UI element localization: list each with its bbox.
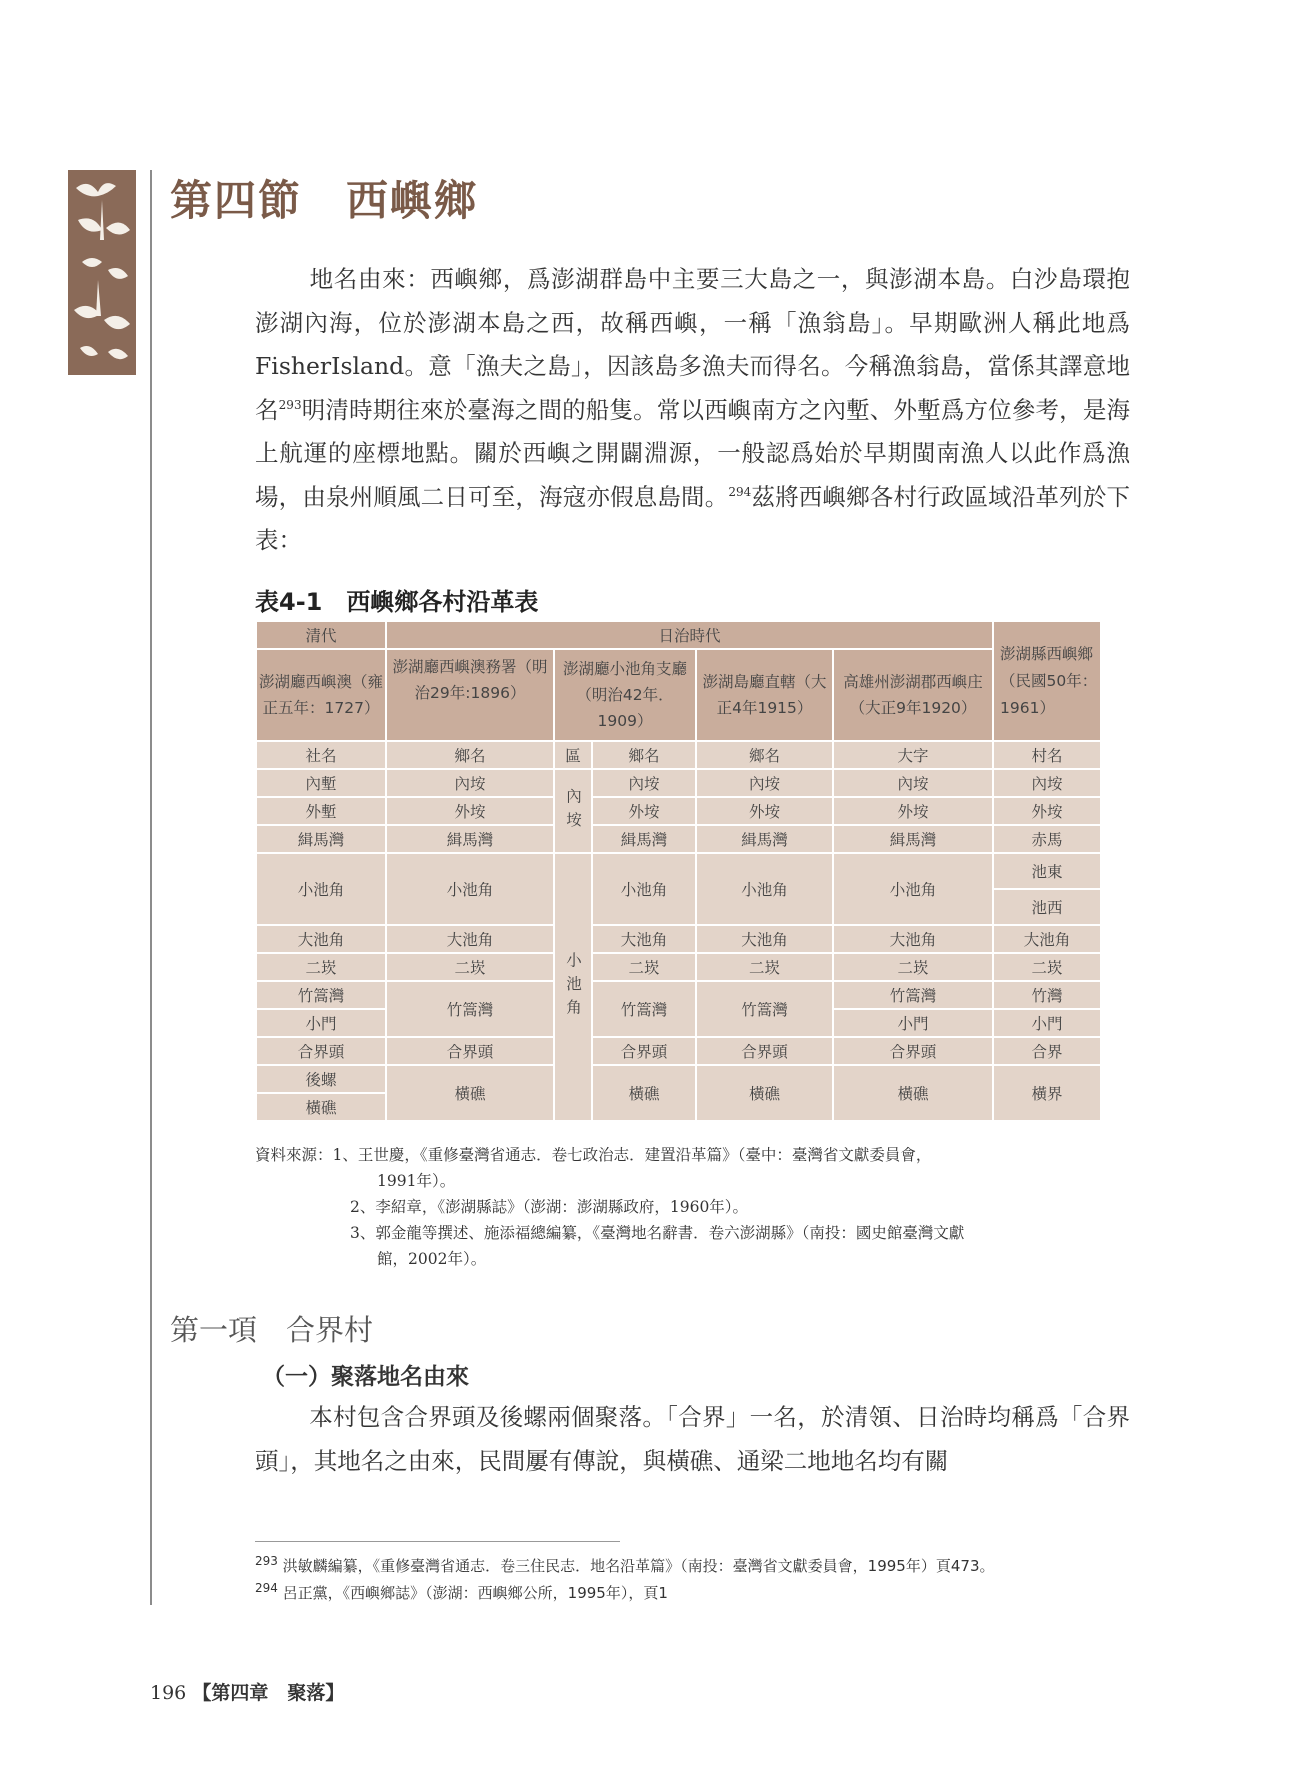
intro-text-1: 地名由來：西嶼鄉，爲澎湖群島中主要三大島之一，與澎湖本島。白沙島環抱澎湖內海，位於澎湖本島之西，故稱西嶼，一稱「漁翁島」。早期歐洲人稱此地爲FisherIsland。意「漁夫之島」，因該島多漁夫而得名。今稱漁翁島，當係其譯意地名 bbox=[255, 265, 1130, 424]
table-cell: 橫礁 bbox=[833, 1065, 993, 1121]
table-cell: 竹灣 bbox=[993, 981, 1101, 1009]
table-cell: 二崁 bbox=[256, 953, 386, 981]
table-cell: 合界頭 bbox=[386, 1037, 554, 1065]
header-col2: 澎湖廳西嶼澳務署（明治29年:1896） bbox=[386, 649, 554, 741]
header-japan: 日治時代 bbox=[386, 621, 993, 649]
footnote-ref-293[interactable]: 293 bbox=[278, 397, 302, 412]
region-label: 內垵 bbox=[564, 787, 582, 835]
header-qing: 清代 bbox=[256, 621, 386, 649]
table-cell: 外塹 bbox=[256, 797, 386, 825]
table-cell: 竹篙灣 bbox=[696, 981, 833, 1037]
footnote-294 bbox=[255, 1580, 994, 1607]
page-footer bbox=[150, 1678, 344, 1705]
subheader-cell: 區 bbox=[554, 741, 592, 769]
table-cell: 小池角 bbox=[256, 853, 386, 925]
subheader-cell: 鄉名 bbox=[696, 741, 833, 769]
table-cell: 後螺 bbox=[256, 1065, 386, 1093]
table-cell: 外垵 bbox=[993, 797, 1101, 825]
footnote-number: 294 bbox=[255, 1581, 278, 1595]
table-cell: 大池角 bbox=[386, 925, 554, 953]
intro-text-2: 明清時期往來於臺海之間的船隻。常以西嶼南方之內塹、外塹爲方位參考，是海上航運的座標地點。關於西嶼之開闢淵源，一般認爲始於早期閩南漁人以此作爲漁場，由泉州順風二日可至，海寇亦假息島間。 bbox=[255, 395, 1131, 511]
table-cell: 緝馬灣 bbox=[256, 825, 386, 853]
intro-paragraph bbox=[255, 258, 1130, 563]
table-cell: 小池角 bbox=[592, 853, 696, 925]
table-cell: 竹篙灣 bbox=[592, 981, 696, 1037]
subsection-title: 第一項 合界村 bbox=[170, 1313, 374, 1347]
table-cell: 小池角 bbox=[386, 853, 554, 925]
region-cell bbox=[554, 769, 592, 853]
table-cell: 合界頭 bbox=[256, 1037, 386, 1065]
source-line: 資料來源：1、王世慶，《重修臺灣省通志．卷七政治志．建置沿革篇》（臺中：臺灣省文獻委員會， bbox=[255, 1146, 932, 1164]
table-cell: 橫界 bbox=[993, 1065, 1101, 1121]
subheader-cell: 大字 bbox=[833, 741, 993, 769]
region-cell bbox=[554, 853, 592, 1121]
table-cell: 二崁 bbox=[592, 953, 696, 981]
footnote-text: 呂正黨，《西嶼鄉誌》（澎湖：西嶼鄉公所，1995年），頁1 bbox=[277, 1584, 668, 1602]
history-table bbox=[255, 620, 1102, 1122]
table-cell: 池西 bbox=[993, 889, 1101, 925]
source-line: 1991年）。 bbox=[377, 1172, 456, 1190]
table-sources bbox=[255, 1142, 1130, 1272]
table-cell: 合界頭 bbox=[833, 1037, 993, 1065]
header-roc: 澎湖縣西嶼鄉（民國50年：1961） bbox=[993, 621, 1101, 741]
table-cell: 大池角 bbox=[993, 925, 1101, 953]
paragraph-text: 本村包含合界頭及後螺兩個聚落。「合界」一名，於清領、日治時均稱爲「合界頭」，其地名之由來，民間屢有傳說，與橫礁、通梁二地地名均有關 bbox=[255, 1403, 1130, 1475]
footnote-ref-294[interactable]: 294 bbox=[728, 484, 752, 499]
source-line: 3、郭金龍等撰述、施添福總編纂，《臺灣地名辭書．卷六澎湖縣》（南投：國史館臺灣文獻 bbox=[350, 1224, 965, 1242]
table-cell: 緝馬灣 bbox=[592, 825, 696, 853]
footnotes bbox=[255, 1553, 994, 1607]
subheader-cell: 鄉名 bbox=[386, 741, 554, 769]
table-cell: 池東 bbox=[993, 853, 1101, 889]
table-caption: 表4-1 西嶼鄉各村沿革表 bbox=[255, 588, 539, 616]
table-cell: 小池角 bbox=[833, 853, 993, 925]
subheader-cell: 鄉名 bbox=[592, 741, 696, 769]
footnote-rule bbox=[255, 1541, 620, 1542]
subheader-cell: 社名 bbox=[256, 741, 386, 769]
source-line: 2、李紹章，《澎湖縣誌》（澎湖：澎湖縣政府，1960年）。 bbox=[350, 1198, 749, 1216]
footnote-293 bbox=[255, 1553, 994, 1580]
header-col3: 澎湖廳小池角支廳（明治42年．1909） bbox=[554, 649, 696, 741]
table-cell: 內垵 bbox=[696, 769, 833, 797]
header-col4: 澎湖島廳直轄（大正4年1915） bbox=[696, 649, 833, 741]
subheader-cell: 村名 bbox=[993, 741, 1101, 769]
table-cell: 外垵 bbox=[592, 797, 696, 825]
table-cell: 竹篙灣 bbox=[256, 981, 386, 1009]
table-cell: 大池角 bbox=[696, 925, 833, 953]
table-cell: 合界頭 bbox=[592, 1037, 696, 1065]
table-cell: 內垵 bbox=[993, 769, 1101, 797]
header-col1: 澎湖廳西嶼澳（雍正五年：1727） bbox=[256, 649, 386, 741]
table-cell: 竹篙灣 bbox=[386, 981, 554, 1037]
chapter-label: 【第四章 聚落】 bbox=[192, 1682, 345, 1704]
table-cell: 外垵 bbox=[833, 797, 993, 825]
table-cell: 小門 bbox=[993, 1009, 1101, 1037]
table-cell: 大池角 bbox=[256, 925, 386, 953]
table-cell: 內垵 bbox=[386, 769, 554, 797]
table-cell: 緝馬灣 bbox=[696, 825, 833, 853]
table-cell: 內垵 bbox=[592, 769, 696, 797]
table-cell: 緝馬灣 bbox=[386, 825, 554, 853]
table-cell: 外垵 bbox=[696, 797, 833, 825]
table-cell: 合界 bbox=[993, 1037, 1101, 1065]
table-cell: 大池角 bbox=[592, 925, 696, 953]
table-cell: 橫礁 bbox=[592, 1065, 696, 1121]
table-cell: 橫礁 bbox=[256, 1093, 386, 1121]
table-cell: 二崁 bbox=[386, 953, 554, 981]
footnote-number: 293 bbox=[255, 1554, 278, 1568]
table-cell: 橫礁 bbox=[696, 1065, 833, 1121]
table-cell: 二崁 bbox=[993, 953, 1101, 981]
page-margin-rule bbox=[150, 170, 152, 1605]
subsubsection-title: （一）聚落地名由來 bbox=[262, 1363, 469, 1390]
table-cell: 橫礁 bbox=[386, 1065, 554, 1121]
table-cell: 小門 bbox=[256, 1009, 386, 1037]
section-title: 第四節 西嶼鄉 bbox=[170, 176, 479, 225]
source-line: 館，2002年）。 bbox=[377, 1250, 487, 1268]
table-cell: 小池角 bbox=[696, 853, 833, 925]
region-label: 小池角 bbox=[564, 951, 582, 1023]
table-cell: 內垵 bbox=[833, 769, 993, 797]
table-cell: 二崁 bbox=[696, 953, 833, 981]
decorative-floral-panel bbox=[68, 170, 136, 375]
page-number: 196 bbox=[150, 1682, 187, 1704]
table-cell: 二崁 bbox=[833, 953, 993, 981]
table-cell: 小門 bbox=[833, 1009, 993, 1037]
table-cell: 大池角 bbox=[833, 925, 993, 953]
header-col5: 高雄州澎湖郡西嶼庄（大正9年1920） bbox=[833, 649, 993, 741]
table-cell: 內塹 bbox=[256, 769, 386, 797]
table-cell: 竹篙灣 bbox=[833, 981, 993, 1009]
table-cell: 赤馬 bbox=[993, 825, 1101, 853]
body-paragraph bbox=[255, 1396, 1130, 1483]
footnote-text: 洪敏麟編纂，《重修臺灣省通志．卷三住民志．地名沿革篇》（南投：臺灣省文獻委員會，1995年）頁473。 bbox=[277, 1557, 995, 1575]
intro-text-3: 茲將西嶼鄉各村行政區域沿革列於下表： bbox=[255, 482, 1131, 554]
table-cell: 緝馬灣 bbox=[833, 825, 993, 853]
table-cell: 外垵 bbox=[386, 797, 554, 825]
table-cell: 合界頭 bbox=[696, 1037, 833, 1065]
